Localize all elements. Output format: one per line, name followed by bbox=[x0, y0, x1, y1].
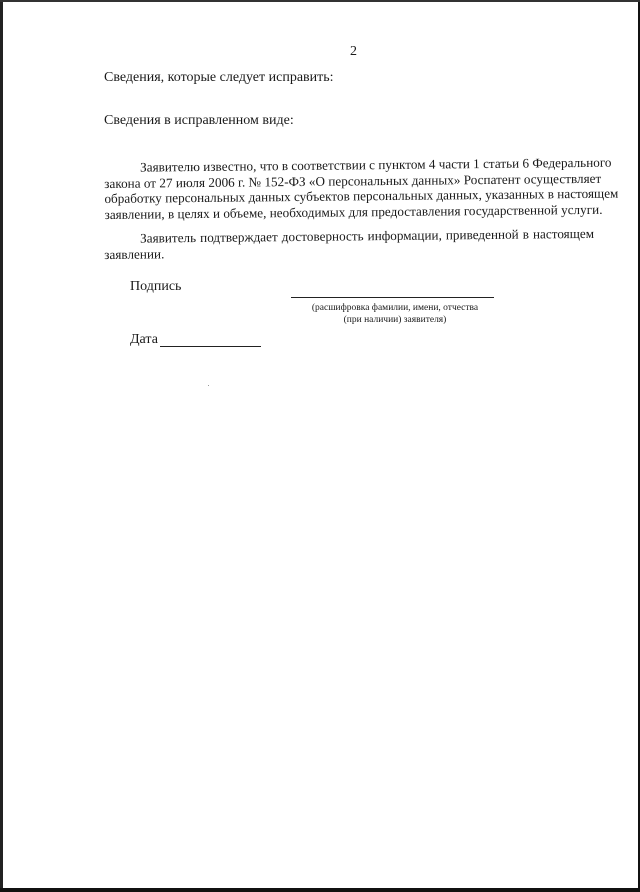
date-label: Дата bbox=[130, 332, 158, 347]
to-correct-label: Сведения, которые следует исправить: bbox=[104, 70, 334, 85]
consent-line: закона от 27 июля 2006 г. № 152-ФЗ «О персональных данных» Роспатент осуществляет bbox=[104, 170, 602, 191]
consent-line: обработку персональных данных субъектов персональных данных, указанных в настоящем bbox=[104, 185, 619, 206]
confirmation-paragraph bbox=[104, 226, 594, 262]
signature-caption-line: (расшифровка фамилии, имени, отчества bbox=[311, 303, 479, 313]
corrected-label: Сведения в исправленном виде: bbox=[104, 113, 294, 128]
consent-paragraph bbox=[104, 154, 619, 222]
confirmation-line: Заявитель подтверждает достоверность информации, приведенной в настоящем bbox=[139, 225, 595, 246]
signature-label: Подпись bbox=[130, 279, 182, 294]
page-number: 2 bbox=[350, 44, 357, 59]
date-line bbox=[160, 346, 261, 347]
scan-border-bottom bbox=[0, 888, 640, 892]
scan-speck bbox=[208, 385, 209, 386]
scan-border-left bbox=[0, 0, 3, 892]
consent-line: Заявителю известно, что в соответствии с пунктом 4 части 1 статьи 6 Федерального bbox=[139, 154, 612, 175]
signature-line bbox=[291, 297, 494, 298]
confirmation-line: заявлении. bbox=[104, 245, 165, 262]
signature-caption-line: (при наличии) заявителя) bbox=[343, 315, 447, 325]
signature-caption bbox=[300, 302, 490, 326]
scan-border-top bbox=[0, 0, 640, 2]
consent-line: заявлении, в целях и объеме, необходимых для предоставления государственной услуги. bbox=[104, 201, 603, 222]
